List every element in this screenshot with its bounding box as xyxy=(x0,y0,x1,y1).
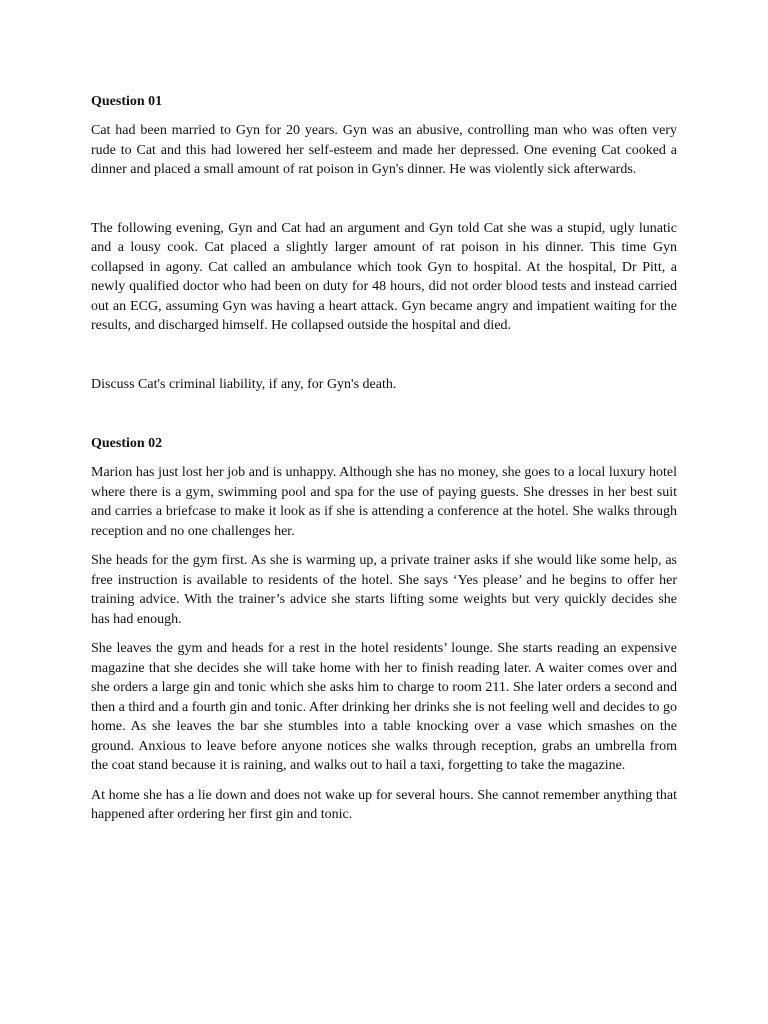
question-02-paragraph: She leaves the gym and heads for a rest in the hotel residents’ lounge. She starts reading an expensive magazine that she decides she will take home with her to finish reading later. A waiter comes over and she orders a large gin and tonic which she asks him to charge to room 211. She later orders a second and then a third and a fourth gin and tonic. After drinking her drinks she is not feeling well and decides to go home. As she leaves the bar she stumbles into a table knocking over a vase which smashes on the ground. Anxious to leave before anyone notices she walks through reception, grabs an umbrella from the coat stand because it is raining, and walks out to hail a taxi, forgetting to take the magazine. xyxy=(91,641,677,773)
spacer xyxy=(91,394,677,434)
question-01-paragraph: The following evening, Gyn and Cat had an argument and Gyn told Cat she was a stupid, ugly lunatic and a lousy cook. Cat placed a slightly larger amount of rat poison in his dinner. This time Gyn collapsed in agony. Cat called an ambulance which took Gyn to hospital. At the hospital, Dr Pitt, a newly qualified doctor who had been on duty for 48 hours, did not order blood tests and instead carried out an ECG, assuming Gyn was having a heart attack. Gyn became angry and impatient waiting for the results, and discharged himself. He collapsed outside the hospital and died. xyxy=(91,220,677,333)
spacer xyxy=(91,776,677,786)
question-02-paragraph: She heads for the gym first. As she is warming up, a private trainer asks if she would like some help, as free instruction is available to residents of the hotel. She says ‘Yes please’ and he begins to offer her training advice. With the trainer’s advice she starts lifting some weights but very quickly decides she has had enough. xyxy=(91,553,677,627)
question-01-prompt: Discuss Cat's criminal liability, if any, for Gyn's death. xyxy=(91,376,397,392)
document-page xyxy=(91,92,677,825)
spacer xyxy=(91,541,677,551)
spacer xyxy=(91,180,677,219)
question-02-paragraph: At home she has a lie down and does not wake up for several hours. She cannot remember anything that happened after ordering her first gin and tonic. xyxy=(91,787,677,822)
spacer xyxy=(91,629,677,639)
question-02-heading: Question 02 xyxy=(91,436,163,451)
spacer xyxy=(91,336,677,375)
question-02-paragraph: Marion has just lost her job and is unhappy. Although she has no money, she goes to a local luxury hotel where there is a gym, swimming pool and spa for the use of paying guests. She dresses in her best suit and carries a briefcase to make it look as if she is attending a conference at the hotel. She walks through reception and no one challenges her. xyxy=(91,465,677,539)
question-01-paragraph: Cat had been married to Gyn for 20 years. Gyn was an abusive, controlling man who was often very rude to Cat and this had lowered her self-esteem and made her depressed. One evening Cat cooked a dinner and placed a small amount of rat poison in Gyn's dinner. He was violently sick afterwards. xyxy=(91,123,677,177)
question-01-heading: Question 01 xyxy=(91,94,163,109)
